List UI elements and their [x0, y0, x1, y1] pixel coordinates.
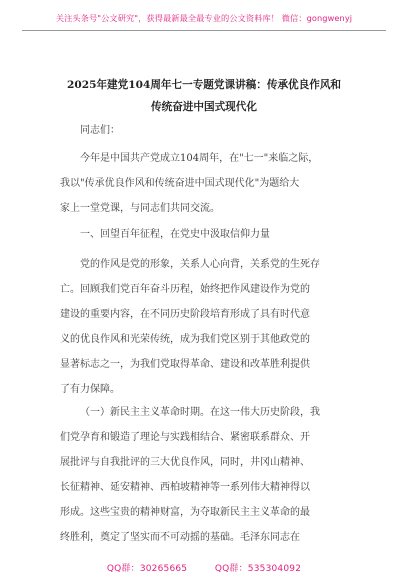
paragraph-line: 了有力保障。: [60, 384, 120, 395]
paragraph-line: 们党孕育和锻造了理论与实践相结合、紧密联系群众、开: [60, 432, 310, 443]
title-line-2: 传统奋进中国式现代化: [151, 101, 257, 113]
paragraph-line: 义的优良作风和光荣传统，成为我们党区别于其他政党的: [60, 334, 310, 345]
paragraph-line: 家上一堂党课，与同志们共同交流。: [60, 203, 220, 214]
paragraph-revolution-period: [60, 400, 354, 550]
paragraph-line: 今年是中国共产党成立104周年，在"七一"来临之际，: [80, 153, 319, 164]
document-title: [30, 74, 378, 118]
footer-qq-groups: QQ群：30265665 QQ群：535304092: [106, 564, 302, 574]
paragraph-line: 展批评与自我批评的三大优良作风，同时，井冈山精神、: [60, 457, 310, 468]
paragraph-party-style: [60, 252, 354, 402]
paragraph-intro: [60, 146, 354, 221]
paragraph-line: 形成。这些宝贵的精神财富，为夺取新民主主义革命的最: [60, 507, 310, 518]
paragraph-line: 亡。回顾我们党百年奋斗历程，始终把作风建设作为党的: [60, 284, 310, 295]
section-heading: 一、回望百年征程，在党史中汲取信仰力量: [80, 229, 270, 240]
page-header: [22, 6, 386, 31]
paragraph-line: 我以"传承优良作风和传统奋进中国式现代化"为题给大: [60, 178, 300, 189]
paragraph-line: 终胜利，奠定了坚实而不可动摇的基础。毛泽东同志在: [60, 532, 300, 543]
paragraph-line: 建设的重要内容，在不同历史阶段培育形成了具有时代意: [60, 309, 310, 320]
paragraph-line: 长征精神、延安精神、西柏坡精神等一系列伟大精神得以: [60, 482, 310, 493]
header-promo-text: 关注头条号"公文研究"，获得最新最全最专业的公文资料库！ 微信：gongwenyj: [55, 13, 353, 23]
page-footer: [0, 556, 408, 575]
paragraph-line: （一）新民主主义革命时期。在这一伟大历史阶段，我: [80, 407, 320, 418]
paragraph-line: 显著标志之一，为我们党取得革命、建设和改革胜利提供: [60, 359, 310, 370]
title-line-1: 2025年建党104周年七一专题党课讲稿：传承优良作风和: [66, 79, 342, 91]
salutation: 同志们：: [80, 125, 120, 136]
paragraph-line: 党的作风是党的形象，关系人心向背，关系党的生死存: [80, 259, 320, 270]
